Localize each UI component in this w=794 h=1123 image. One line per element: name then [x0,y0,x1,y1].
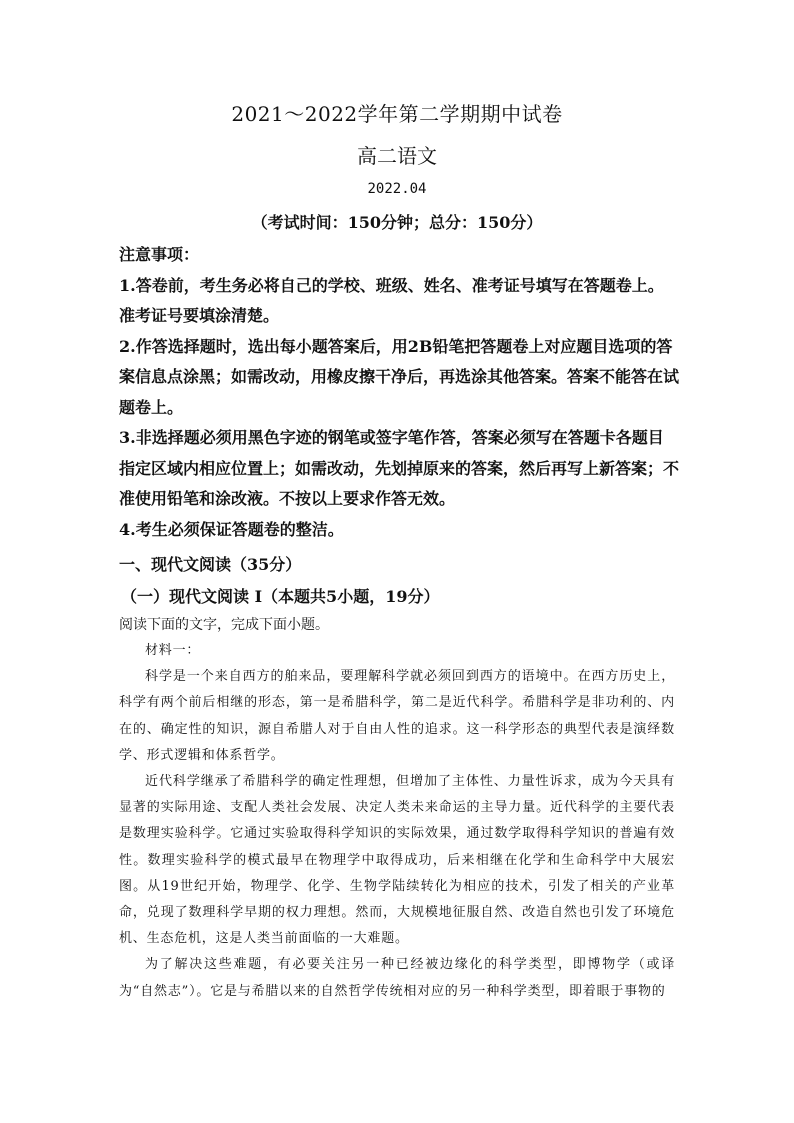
notes-item-4: 4.考生必须保证答题卷的整洁。 [119,519,344,539]
notes-item-2: 2.作答选择题时，选出每小题答案后，用2B铅笔把答题卷上对应题目选项的答案信息点涂黑；如需改动，用橡皮擦干净后，再选涂其他答案。答案不能答在试题卷上。 [119,336,680,417]
material-label: 材料一： [145,643,201,658]
notes-heading: 注意事项： [119,245,200,264]
reading-instruction: 阅读下面的文字，完成下面小题。 [119,617,329,633]
exam-subject: 高二语文 [357,144,437,168]
notes-section [119,240,679,545]
reading-passage [119,638,675,1005]
notes-item-1: 1.答卷前，考生务必将自己的学校、班级、姓名、准考证号填写在答题卷上。准考证号要填涂清楚。 [119,275,664,325]
exam-date: 2022.04 [367,181,427,197]
exam-title: 2021～2022学年第二学期期中试卷 [231,102,563,126]
section-heading-part1: 一、现代文阅读（35分） [119,555,302,574]
passage-paragraph-2: 近代科学继承了希腊科学的确定性理想，但增加了主体性、力量性诉求，成为今天具有显著的实际用途、支配人类社会发展、决定人类未来命运的主导力量。近代科学的主要代表是数理实验科学。它通过实验取得科学知识的实际效果，通过数学取得科学知识的普遍有效性。数理实验科学的模式最早在物理学中取得成功，后来相继在化学和生命科学中大展宏图。从19世纪开始，物理学、化学、生物学陆续转化为相应的技术，引发了相关的产业革命，兑现了数理科学早期的权力理想。然而，大规模地征服自然、改造自然也引发了环境危机、生态危机，这是人类当前面临的一大难题。 [119,774,675,947]
section-heading-part1-sub: （一）现代文阅读 I（本题共5小题，19分） [121,587,440,606]
exam-time-info: （考试时间：150分钟；总分：150分） [251,213,543,232]
notes-item-3: 3.非选择题必须用黑色字迹的钢笔或签字笔作答，答案必须写在答题卡各题目指定区域内相应位置上；如需改动，先划掉原来的答案，然后再写上新答案；不准使用铅笔和涂改液。不按以上要求作答无效。 [119,428,680,508]
passage-paragraph-3: 为了解决这些难题，有必要关注另一种已经被边缘化的科学类型，即博物学（或译为“自然志”）。它是与希腊以来的自然哲学传统相对应的另一种科学类型，即着眼于事物的 [119,957,675,999]
passage-paragraph-1: 科学是一个来自西方的舶来品，要理解科学就必须回到西方的语境中。在西方历史上，科学有两个前后相继的形态，第一是希腊科学，第二是近代科学。希腊科学是非功利的、内在的、确定性的知识，源自希腊人对于自由人性的追求。这一科学形态的典型代表是演绎数学、形式逻辑和体系哲学。 [119,669,675,763]
